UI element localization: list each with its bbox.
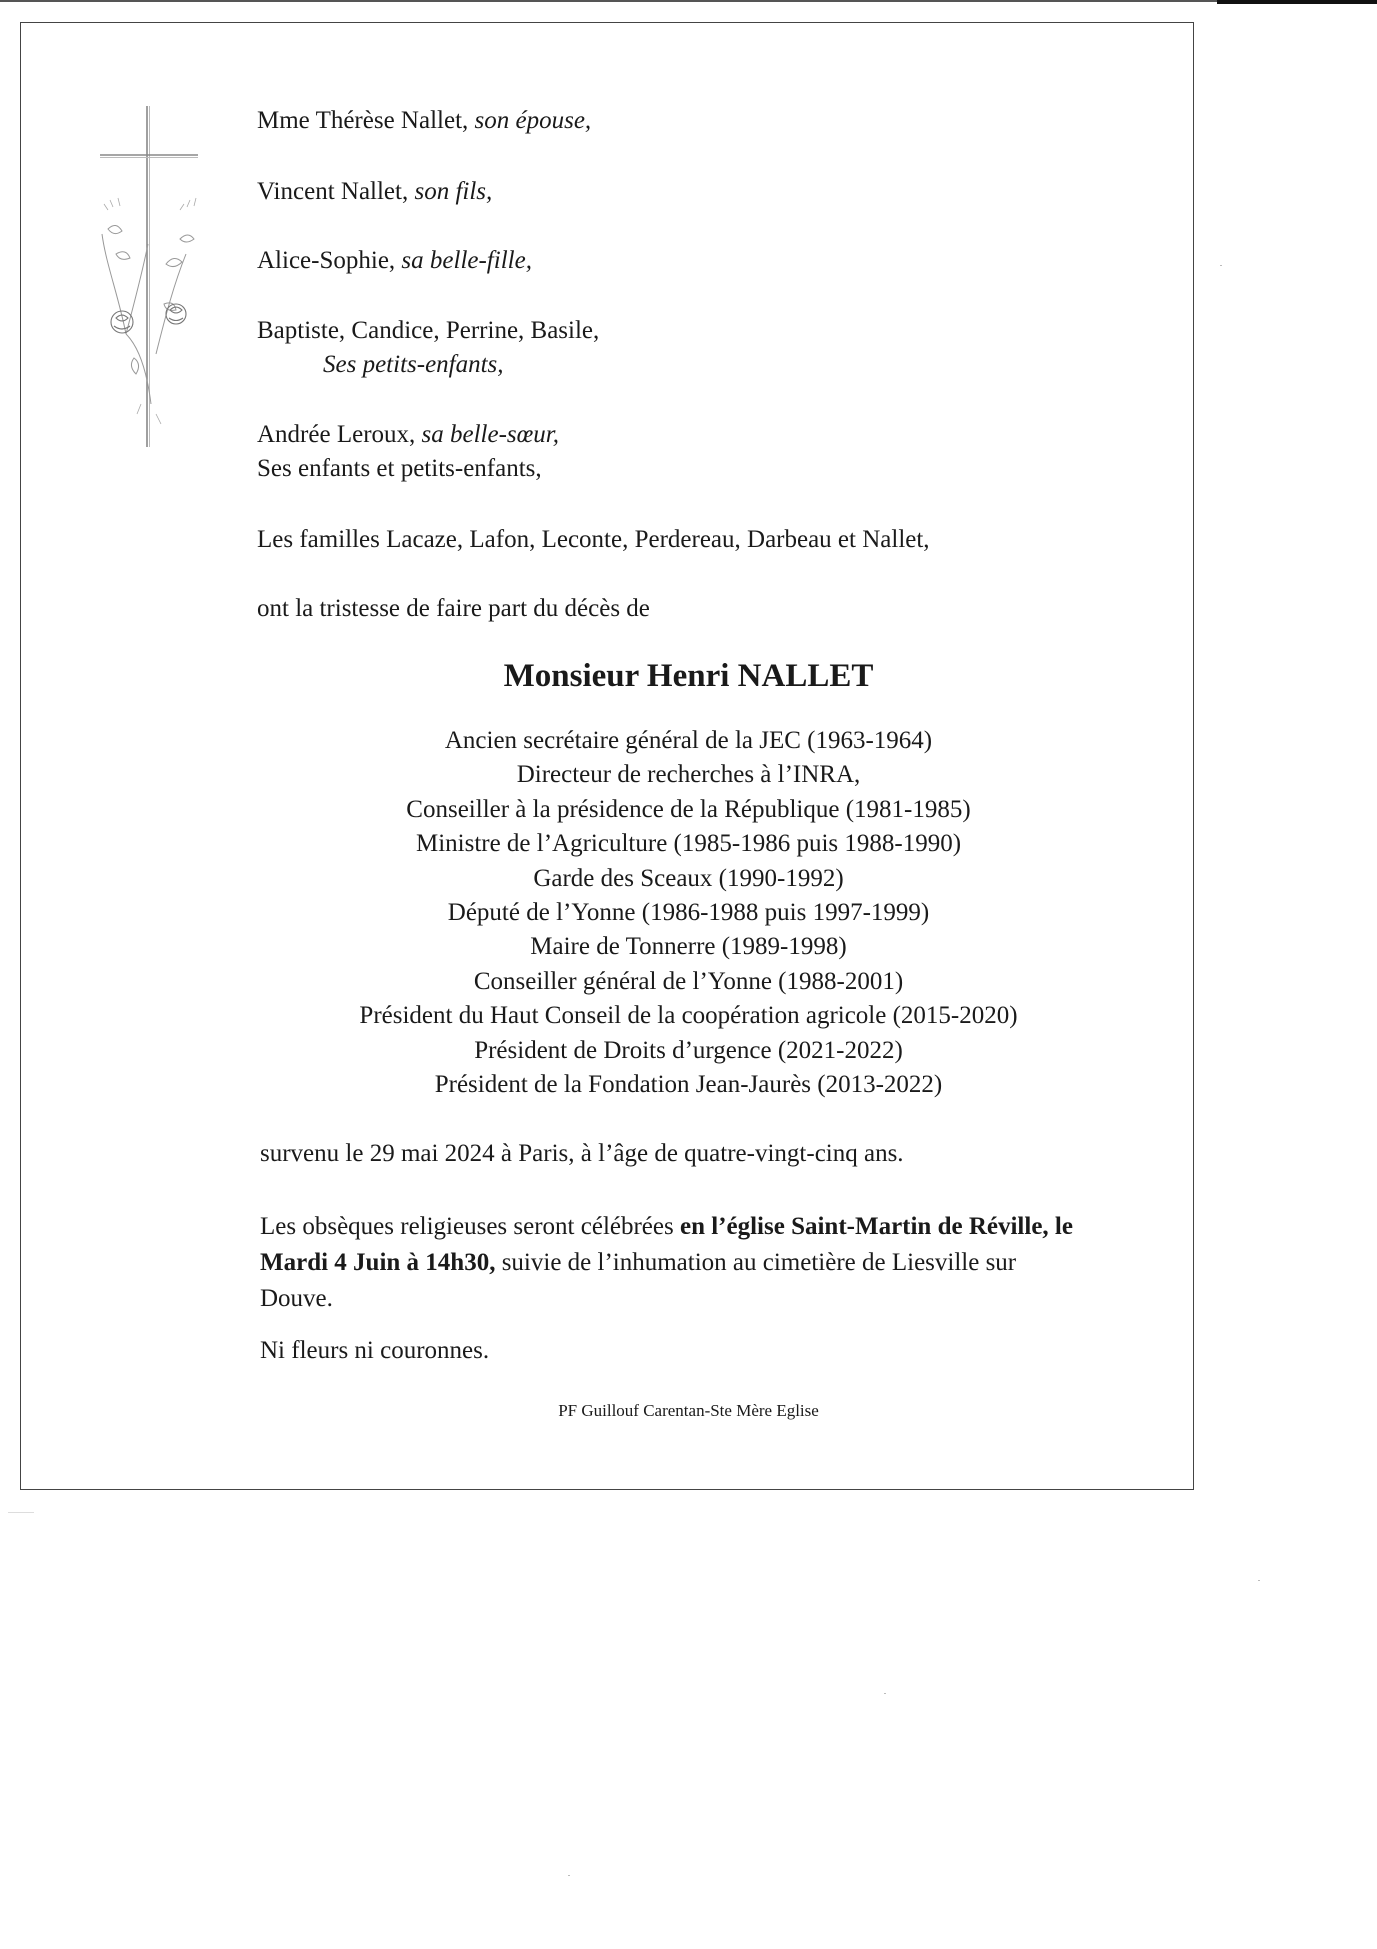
- funeral-paragraph: [260, 1209, 1090, 1317]
- funeral-rest: suivie de l’inhumation au cimetière de Liesville sur Douve.: [260, 1249, 1017, 1312]
- career-list: [0, 724, 1377, 1102]
- career-item: Président de la Fondation Jean-Jaurès (2013-2022): [434, 1071, 943, 1099]
- top-rule-heavy: [1217, 0, 1377, 4]
- sister-in-law-line: [257, 420, 559, 450]
- death-line: survenu le 29 mai 2024 à Paris, à l’âge de quatre-vingt-cinq ans.: [260, 1140, 904, 1167]
- scan-speck: [8, 1512, 34, 1513]
- grandchildren-names: Baptiste, Candice, Perrine, Basile,: [257, 317, 600, 344]
- career-item: Ministre de l’Agriculture (1985-1986 puis 1988-1990): [415, 830, 962, 858]
- career-item: Maire de Tonnerre (1989-1998): [530, 933, 847, 961]
- sister-in-law-family: Ses enfants et petits-enfants,: [257, 455, 542, 482]
- spouse-line: [257, 106, 591, 136]
- career-item: Garde des Sceaux (1990-1992): [533, 864, 844, 892]
- son-name: Vincent Nallet,: [257, 178, 409, 205]
- sister-in-law-relation: sa belle-sœur,: [421, 421, 560, 448]
- career-item: Député de l’Yonne (1986-1988 puis 1997-1999): [447, 899, 930, 927]
- announcement: ont la tristesse de faire part du décès de: [257, 595, 650, 622]
- career-item: Président du Haut Conseil de la coopération agricole (2015-2020): [359, 1002, 1018, 1030]
- career-item: Conseiller à la présidence de la République (1981-1985): [406, 795, 971, 823]
- son-relation: son fils,: [414, 178, 493, 205]
- career-item: Conseiller général de l’Yonne (1988-2001): [473, 967, 904, 995]
- career-item: Président de Droits d’urgence (2021-2022): [474, 1036, 903, 1064]
- flowers-line: Ni fleurs ni couronnes.: [260, 1337, 490, 1364]
- career-item: Ancien secrétaire général de la JEC (1963-1964): [444, 727, 933, 754]
- spouse-name: Mme Thérèse Nallet,: [257, 107, 469, 134]
- daughter-in-law-name: Alice-Sophie,: [257, 247, 396, 274]
- spouse-relation: son épouse,: [474, 107, 592, 134]
- daughter-in-law-line: [257, 246, 532, 276]
- undertaker: PF Guillouf Carentan-Ste Mère Eglise: [558, 1401, 819, 1420]
- daughter-in-law-relation: sa belle-fille,: [401, 247, 532, 274]
- sister-in-law-name: Andrée Leroux,: [257, 421, 416, 448]
- scan-speck: [1258, 1580, 1260, 1581]
- scan-speck: [1220, 265, 1222, 266]
- cross-with-flowers-icon: [96, 104, 206, 449]
- career-item: Directeur de recherches à l’INRA,: [516, 761, 861, 789]
- scan-speck: [884, 1693, 886, 1694]
- scan-speck: [568, 1875, 570, 1876]
- deceased-name: Monsieur Henri NALLET: [503, 658, 874, 694]
- son-line: [257, 177, 492, 207]
- families-line: Les familles Lacaze, Lafon, Leconte, Perdereau, Darbeau et Nallet,: [257, 526, 930, 553]
- top-rule: [0, 0, 1377, 2]
- grandchildren-relation: Ses petits-enfants,: [323, 351, 504, 378]
- funeral-intro: Les obsèques religieuses seront célébrées: [260, 1213, 680, 1240]
- funeral-place-time: en l’église Saint-Martin de Réville, le Mardi 4 Juin à 14h30,: [260, 1213, 1073, 1276]
